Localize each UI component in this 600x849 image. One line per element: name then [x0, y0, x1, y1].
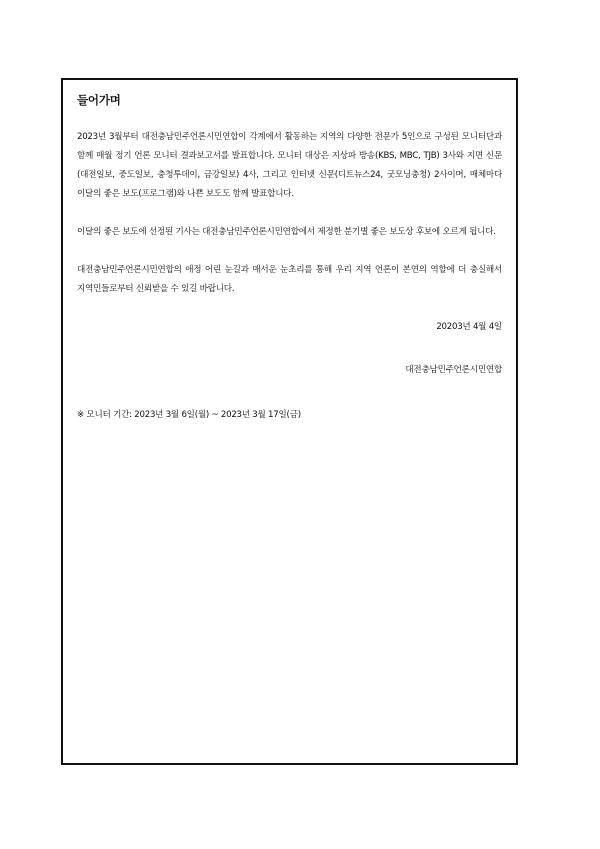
document-frame: [61, 78, 518, 765]
document-body: [77, 92, 502, 425]
publication-date: 20203년 4월 4일: [436, 322, 502, 332]
section-heading: 들어가며: [77, 93, 121, 107]
closing-paragraph: 대전충남민주언론시민연합의 애정 어린 눈길과 매서운 눈초리를 통해 우리 지역 언론이 본연의 역할에 더 충실해서 지역민들로부터 신뢰받을 수 있길 바랍니다.: [77, 265, 502, 294]
monitor-period-note: ※ 모니터 기간: 2023년 3월 6일(월) ~ 2023년 3월 17일(금): [77, 410, 301, 420]
organization-name: 대전충남민주언론시민연합: [405, 365, 502, 375]
intro-paragraph: 2023년 3월부터 대전충남민주언론시민연합이 각계에서 활동하는 지역의 다양한 전문가 5인으로 구성된 모니터단과 함께 매월 정기 언론 모니터 결과보고서를 발표합니다. 모니터 대상은 지상파 방송(KBS, MBC, TJB) 3사와 지면 신문(대전일보, 중도일보, 충청투데이, 금강일보) 4사, 그리고 인터넷 신문(디트뉴스24, 굿모닝충청) 2사이며, 매체마다 이달의 좋은 보도(프로그램)와 나쁜 보도도 함께 발표합니다.: [77, 132, 502, 199]
selection-paragraph: 이달의 좋은 보도에 선정된 기사는 대전충남민주언론시민연합에서 제정한 분기별 좋은 보도상 후보에 오르게 됩니다.: [77, 227, 496, 237]
